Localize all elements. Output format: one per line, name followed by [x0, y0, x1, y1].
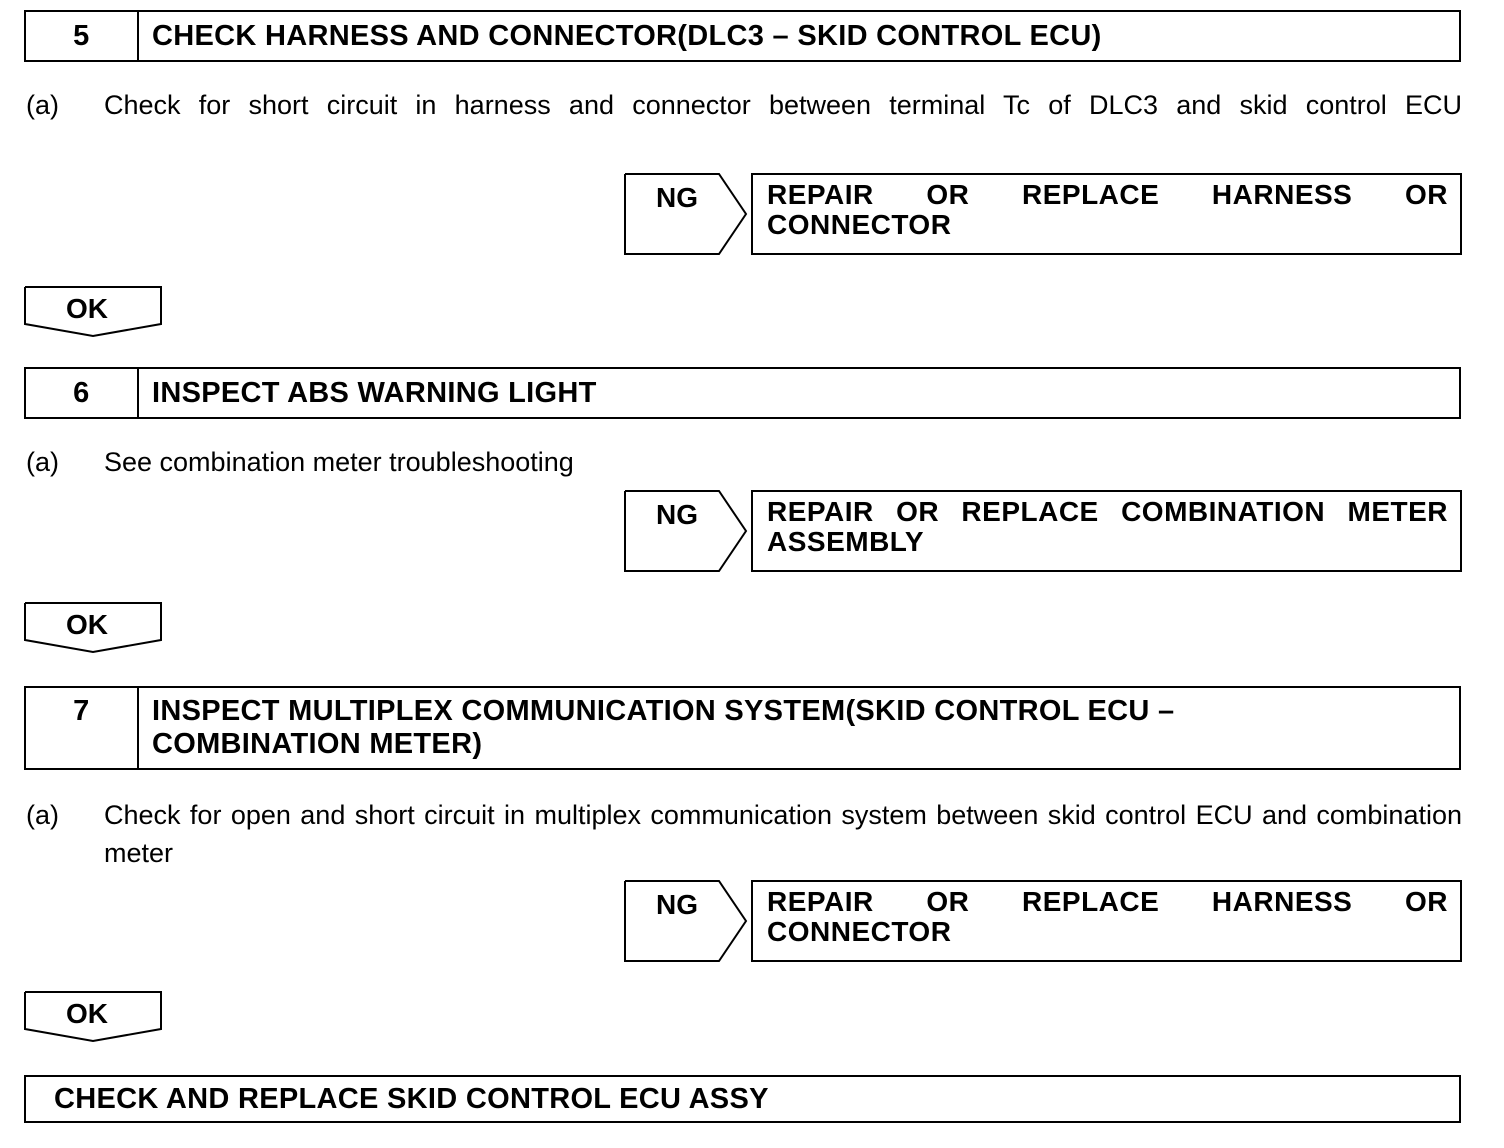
- step-6-title: INSPECT ABS WARNING LIGHT: [152, 377, 597, 409]
- step-5-item-label: (a): [26, 90, 59, 120]
- step-6-ng-result-line1: REPAIR OR REPLACE COMBINATION METER: [767, 496, 1448, 527]
- step-5-item-text: Check for short circuit in harness and connector between terminal Tc of DLC3 and skid control ECU: [104, 90, 1462, 120]
- step-6-item-text: See combination meter troubleshooting: [104, 447, 574, 477]
- step-6-ng-result: [751, 490, 1462, 572]
- step-5-title: CHECK HARNESS AND CONNECTOR(DLC3 – SKID CONTROL ECU): [152, 20, 1102, 52]
- step-5-ng-result-line1: REPAIR OR REPLACE HARNESS OR: [767, 179, 1448, 210]
- step-6-ng-label: NG: [656, 499, 698, 530]
- step-6-ng-result-line2: ASSEMBLY: [767, 526, 925, 557]
- step-7-title: [139, 688, 1459, 768]
- step-7-ng-result-line2: CONNECTOR: [767, 916, 952, 947]
- step-7-title-line2: COMBINATION METER): [152, 728, 483, 760]
- step-7-title-line1: INSPECT MULTIPLEX COMMUNICATION SYSTEM(SKID CONTROL ECU –: [152, 695, 1175, 727]
- step-5-ok-label: OK: [66, 293, 108, 324]
- step-7-item-text: Check for open and short circuit in multiplex communication system between skid control ECU and combination meter: [104, 800, 1462, 868]
- step-6-item-label: (a): [26, 447, 59, 477]
- step-5-ng-label: NG: [656, 182, 698, 213]
- step-7-item-label: (a): [26, 800, 59, 830]
- step-7-ng-label: NG: [656, 889, 698, 920]
- step-5-ng-result-line2: CONNECTOR: [767, 209, 952, 240]
- step-7-ng-result: [751, 880, 1462, 962]
- step-6-number: 6: [26, 369, 139, 417]
- step-7-ng-result-line1: REPAIR OR REPLACE HARNESS OR: [767, 886, 1448, 917]
- step-6-header: [24, 367, 1461, 419]
- step-7-header: [24, 686, 1461, 770]
- final-action-box: CHECK AND REPLACE SKID CONTROL ECU ASSY: [24, 1075, 1461, 1123]
- step-5-header: [24, 10, 1461, 62]
- step-5-ng-result: [751, 173, 1462, 255]
- step-7-number: 7: [26, 688, 139, 768]
- step-6-ok-label: OK: [66, 609, 108, 640]
- step-7-ok-label: OK: [66, 998, 108, 1029]
- step-5-number: 5: [26, 12, 139, 60]
